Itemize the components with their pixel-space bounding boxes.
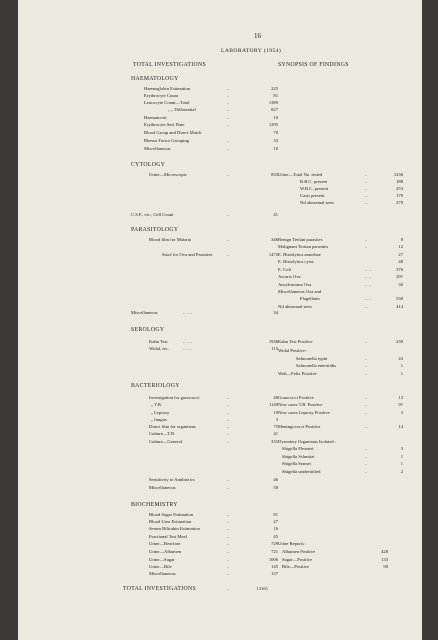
row-value: 81 <box>273 93 278 98</box>
row-label: Nil abnormal seen <box>300 200 334 205</box>
row-label: Gonococci Positive <box>278 395 314 400</box>
row-label: Blood Sugar Estimation <box>149 512 194 517</box>
row-label: Flagellates <box>300 296 320 301</box>
leader-dots: .. <box>227 586 230 591</box>
row-value: 40 <box>273 395 278 400</box>
row-label: „ fungus <box>151 417 167 422</box>
row-value: 1936 <box>268 339 278 344</box>
row-value: 137 <box>271 571 278 576</box>
row-label: Benign Tertian parasites <box>278 237 323 242</box>
row-value: 8 <box>400 237 403 242</box>
leader-dots: .. <box>365 402 368 407</box>
row-value: 41 <box>273 431 278 436</box>
row-value: 3 <box>400 446 403 451</box>
row-value: 827 <box>271 107 278 112</box>
row-value: 253 <box>396 186 403 191</box>
leader-dots: .. <box>365 454 368 459</box>
leader-dots: .. <box>227 115 230 120</box>
total-value: 13161 <box>256 586 268 591</box>
row-label: Haemoglobin Estimation <box>144 86 191 91</box>
leader-dots: .. <box>365 446 368 451</box>
leader-dots: .. <box>227 100 230 105</box>
leader-dots: .. <box>227 417 230 422</box>
row-value: 75 <box>273 424 278 429</box>
page-title: LABORATORY (1954) <box>221 48 282 54</box>
row-value: 91 <box>398 402 403 407</box>
row-label: Erythrocyte Count <box>144 93 179 98</box>
leader-dots: .. .. <box>365 296 371 301</box>
row-label: E. Histolytica cysts <box>278 259 314 264</box>
section-serology: SEROLOGY <box>131 327 165 333</box>
dysentery-heading: Dysentery Organisms Isolated : <box>278 439 336 444</box>
row-label: Miscellaneous <box>149 485 176 490</box>
row-label: Bile—Positive <box>282 564 310 569</box>
leader-dots: .. <box>365 200 368 205</box>
leader-dots: .. <box>227 107 230 112</box>
row-value: 27 <box>398 252 403 257</box>
row-value: 1389 <box>268 100 278 105</box>
leader-dots: .. <box>227 541 230 546</box>
row-label: Blood Group and Direct Match <box>144 130 202 135</box>
row-label: Albumen Positive <box>282 549 316 554</box>
row-label: New cases Leprosy Positive <box>278 410 330 415</box>
leader-dots: .. <box>365 371 368 376</box>
row-value: 14 <box>398 424 403 429</box>
left-column-header: TOTAL INVESTIGATIONS <box>133 62 206 68</box>
row-label: Direct film for organisms <box>149 424 196 429</box>
leader-dots: .. <box>365 244 368 249</box>
leader-dots: .. <box>227 172 230 177</box>
row-label: Leucocyte Count—Total <box>144 100 190 105</box>
row-value: 13 <box>398 395 403 400</box>
row-value: 428 <box>381 549 388 554</box>
row-label: Miscellaneous <box>149 571 176 576</box>
row-value: 133 <box>381 557 388 562</box>
row-label: Weil—Felix Positive <box>278 371 317 376</box>
row-value: 30 <box>398 282 403 287</box>
leader-dots: .. <box>227 439 230 444</box>
row-value: 46 <box>273 477 278 482</box>
leader-dots: .. <box>227 395 230 400</box>
page-number: 16 <box>254 32 261 40</box>
leader-dots: .. <box>365 469 368 474</box>
row-value: 34 <box>273 310 278 315</box>
leader-dots: .. <box>227 237 230 242</box>
row-value: 1006 <box>268 557 278 562</box>
leader-dots: .. <box>227 557 230 562</box>
leader-dots: .. <box>365 172 368 177</box>
leader-dots: .. <box>227 122 230 127</box>
row-label: R.B.C. present <box>300 179 328 184</box>
row-value: 3 <box>275 417 278 422</box>
row-label: „ „ Differential <box>168 107 196 112</box>
row-value: 729 <box>271 541 278 546</box>
row-label: Ancylostoma Ova <box>278 282 312 287</box>
leader-dots: .. <box>227 431 230 436</box>
row-label: Stool for Ova and Parasites <box>162 252 213 257</box>
leader-dots: .. <box>227 93 230 98</box>
row-label: Sensitivity to Antibiotics <box>149 477 195 482</box>
leader-dots: .. <box>365 356 368 361</box>
row-value: 45 <box>273 534 278 539</box>
row-value: 1236 <box>393 172 403 177</box>
leader-dots: .. <box>227 252 230 257</box>
leader-dots: .. <box>365 424 368 429</box>
row-label: Miscellaneous Ova and <box>278 289 322 294</box>
row-label: Shigella Flexneri <box>282 446 314 451</box>
leader-dots: .. <box>227 512 230 517</box>
row-label: Culture—General <box>149 439 182 444</box>
row-value: 50 <box>273 485 278 490</box>
leader-dots: .. <box>365 186 368 191</box>
row-label: New cases T.B. Positive <box>278 402 323 407</box>
row-value: 1295 <box>268 122 278 127</box>
row-label: Urine—Microscopic <box>149 172 188 177</box>
leader-dots: .. <box>227 402 230 407</box>
row-label: Salmonella typhi <box>296 356 328 361</box>
row-label: Urine—Total No. tested <box>278 172 323 177</box>
row-value: 70 <box>273 130 278 135</box>
row-label: Serum Bilirubin Estimation <box>149 526 200 531</box>
row-label: Widal, etc. <box>149 346 169 351</box>
row-value: 27 <box>273 519 278 524</box>
row-label: Shigella unidentified <box>282 469 321 474</box>
leader-dots: .. <box>227 534 230 539</box>
section-biochemistry: BIOCHEMISTRY <box>131 502 178 508</box>
section-cytology: CYTOLOGY <box>131 162 166 168</box>
row-value: 2 <box>400 469 403 474</box>
leader-dots: .. <box>227 549 230 554</box>
leader-dots: .. <box>227 564 230 569</box>
row-value: 1 <box>400 461 403 466</box>
leader-dots: .. <box>227 146 230 151</box>
urine-reports-heading: Urine Reports : <box>278 541 307 546</box>
leader-dots: .. <box>227 410 230 415</box>
row-value: 414 <box>396 304 403 309</box>
leader-dots: .. <box>365 237 368 242</box>
leader-dots: .. <box>365 363 368 368</box>
row-label: Widal Positive : <box>278 348 308 353</box>
row-value: 3 <box>400 410 403 415</box>
leader-dots: .. <box>227 212 230 217</box>
row-label: Haematocrit <box>144 115 167 120</box>
row-label: E. Histolytica amoebae <box>278 252 321 257</box>
row-label: Blood film for Malaria <box>149 237 191 242</box>
row-value: 90 <box>383 564 388 569</box>
leader-dots: .. .. <box>365 282 371 287</box>
row-value: 81 <box>273 512 278 517</box>
leader-dots: .. .. .. <box>183 339 193 344</box>
row-label: Casts present <box>300 193 325 198</box>
row-value: 239 <box>396 339 403 344</box>
row-label: Urine—Albumen <box>149 549 182 554</box>
leader-dots: .. <box>365 193 368 198</box>
row-label: Ascaris Ova <box>278 274 301 279</box>
leader-dots: .. <box>365 410 368 415</box>
row-label: Rhesus Factor Grouping <box>144 138 189 143</box>
row-label: Salmonella enteritidis <box>296 363 337 368</box>
row-value: 19 <box>273 410 278 415</box>
leader-dots: .. <box>365 179 368 184</box>
row-value: 721 <box>271 549 278 554</box>
row-value: 1 <box>400 363 403 368</box>
row-value: 376 <box>396 267 403 272</box>
leader-dots: .. <box>227 526 230 531</box>
row-value: 145 <box>271 564 278 569</box>
row-label: Kahn Test <box>149 339 168 344</box>
row-label: Malignant Tertian parasites <box>278 244 329 249</box>
row-value: 12 <box>398 244 403 249</box>
row-value: 179 <box>396 193 403 198</box>
row-label: Shigella Sonnei <box>282 461 311 466</box>
row-value: 346 <box>271 237 278 242</box>
row-value: 10 <box>273 146 278 151</box>
row-label: C.S.F., etc., Cell Count <box>131 212 174 217</box>
row-value: 833 <box>271 172 278 177</box>
row-label: Miscellaneous <box>131 310 158 315</box>
leader-dots: .. .. .. <box>183 346 193 351</box>
row-value: 530 <box>396 296 403 301</box>
row-label: Erythrocyte Sed. Rate <box>144 122 185 127</box>
row-label: Urine—Sugar <box>149 557 175 562</box>
leader-dots: .. <box>227 571 230 576</box>
row-label: „ Leprosy <box>151 410 170 415</box>
row-label: Nil abnormal seen <box>278 304 312 309</box>
row-value: 188 <box>396 179 403 184</box>
row-value: 16 <box>273 526 278 531</box>
leader-dots: .. <box>365 304 368 309</box>
leader-dots: .. <box>227 424 230 429</box>
row-label: Fractional Test Meal <box>149 534 187 539</box>
leader-dots: .. <box>365 395 368 400</box>
section-parasitology: PARASITOLOGY <box>131 227 179 233</box>
leader-dots: .. <box>227 86 230 91</box>
leader-dots: .. .. .. <box>183 310 193 315</box>
section-bacteriology: BACTERIOLOGY <box>131 383 180 389</box>
row-value: 291 <box>396 274 403 279</box>
row-label: Shigella Schmitzi <box>282 454 315 459</box>
section-haematology: HAEMATOLOGY <box>131 76 179 82</box>
row-value: 41 <box>273 212 278 217</box>
leader-dots: .. .. <box>365 274 371 279</box>
row-value: 225 <box>271 86 278 91</box>
row-label: Meningococci Positive <box>278 424 321 429</box>
row-label: „ T.B. <box>151 402 162 407</box>
row-value: 1 <box>400 371 403 376</box>
row-value: 48 <box>398 259 403 264</box>
row-label: Culture—T.B. <box>149 431 176 436</box>
row-label: Miscellaneous <box>144 146 171 151</box>
row-value: 43 <box>398 356 403 361</box>
row-value: 1475 <box>268 252 278 257</box>
row-value: 279 <box>396 200 403 205</box>
row-label: Investigation for gonococci <box>149 395 200 400</box>
row-label: Urine—Bile <box>149 564 172 569</box>
row-label: E. Coli <box>278 267 292 272</box>
row-label: Sugar—Positive <box>282 557 313 562</box>
leader-dots: .. .. <box>365 267 371 272</box>
row-value: 10 <box>273 115 278 120</box>
leader-dots: .. <box>227 519 230 524</box>
row-value: 1149 <box>268 402 278 407</box>
leader-dots: .. <box>227 477 230 482</box>
leader-dots: .. <box>227 485 230 490</box>
row-label: Kahn Test Positive <box>278 339 313 344</box>
leader-dots: .. <box>227 138 230 143</box>
leader-dots: .. <box>365 339 368 344</box>
leader-dots: .. <box>365 461 368 466</box>
row-label: Blood Urea Estimation <box>149 519 192 524</box>
row-value: 33 <box>273 138 278 143</box>
document-page <box>18 0 422 640</box>
row-label: W.B.C. present <box>300 186 328 191</box>
row-value: 1 <box>400 454 403 459</box>
row-value: 115 <box>271 346 278 351</box>
right-column-header: SYNOPSIS OF FINDINGS <box>278 62 349 68</box>
row-label: Urine—Reaction <box>149 541 181 546</box>
row-value: 331 <box>271 439 278 444</box>
total-label: TOTAL INVESTIGATIONS <box>123 586 196 592</box>
